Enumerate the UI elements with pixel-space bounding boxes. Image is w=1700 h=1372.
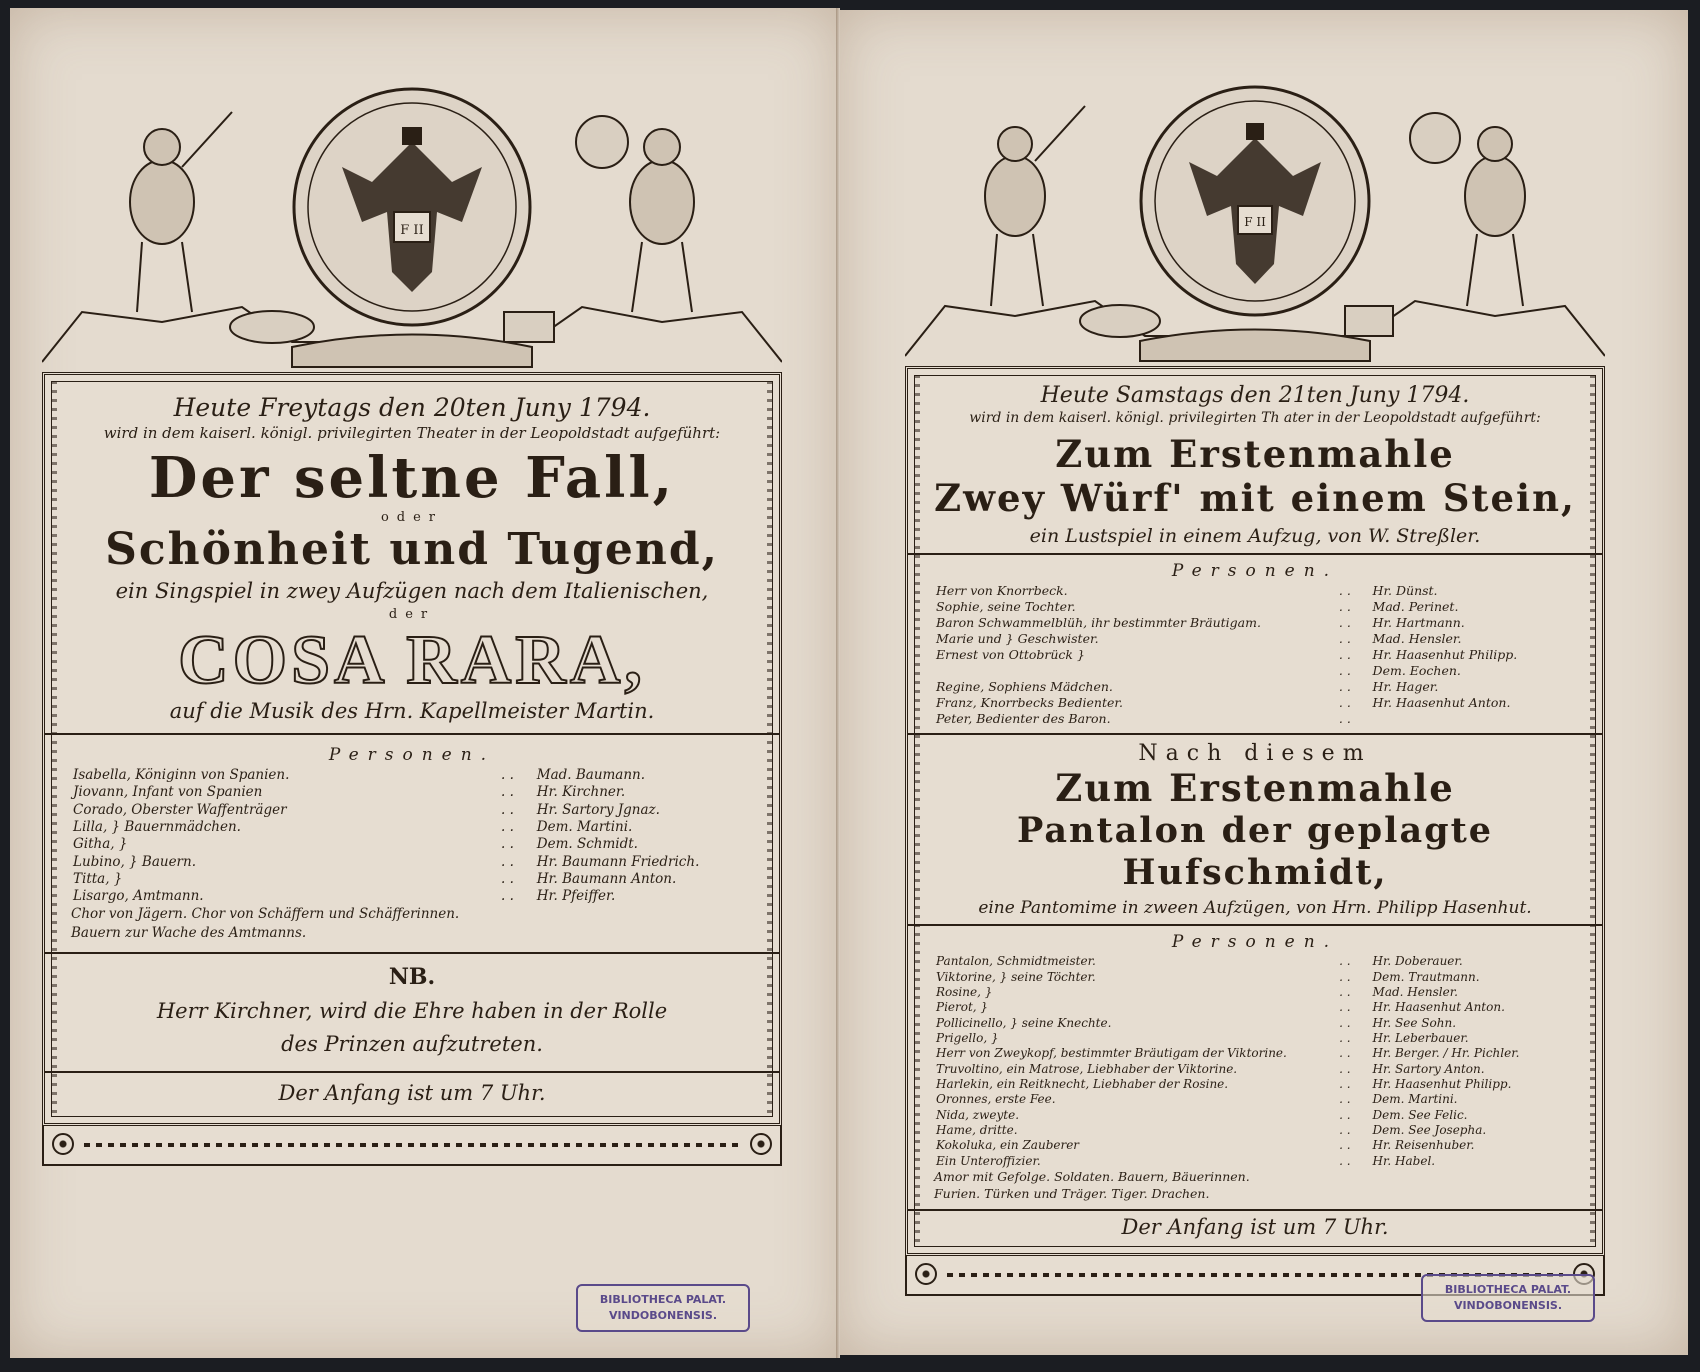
role-name: Titta, } [73, 870, 123, 887]
cast-row [934, 647, 1576, 663]
play-subtitle: Schönheit und Tugend, [105, 523, 719, 575]
role-name: Truvoltino, ein Matrose, Liebhaber der Viktorine. [936, 1061, 1238, 1076]
role-name: Sophie, seine Tochter. [936, 598, 1076, 614]
actor-name: Mad. Hensler. [1372, 984, 1458, 999]
role-name: Franz, Knorrbecks Bedienter. [936, 694, 1123, 710]
cast-row [934, 970, 1576, 985]
actor-name: Hr. Pfeiffer. [536, 888, 616, 905]
right-text-frame [905, 366, 1605, 1256]
role-name: Oronnes, erste Fee. [936, 1092, 1056, 1107]
role-name: Pantalon, Schmidtmeister. [936, 954, 1096, 969]
leader-dots: . . [501, 870, 514, 887]
stamp-line-2: VINDOBONENSIS. [608, 1308, 718, 1322]
cast-row [934, 695, 1576, 711]
leader-dots: . . [1339, 1123, 1351, 1138]
role-name: Baron Schwammelblüh, ihr bestimmter Bräutigam. [936, 614, 1261, 630]
actor-name: Hr. Baumann Friedrich. [536, 853, 700, 870]
chorus-line-1: Amor mit Gefolge. Soldaten. Bauern, Bäuerinnen. [934, 1169, 1250, 1185]
actor-name: Mad. Perinet. [1372, 598, 1459, 614]
cast-row [71, 819, 753, 836]
crest-monogram: F II [400, 223, 424, 238]
leader-dots: . . [1339, 1138, 1351, 1153]
divider [45, 952, 779, 954]
actor-name: Hr. Haasenhut Philipp. [1372, 646, 1518, 662]
genre-line-1: ein Lustspiel in einem Aufzug, von W. Streßler. [1029, 524, 1481, 547]
play-title-2: Pantalon der geplagte Hufschmidt, [1016, 810, 1494, 894]
cast-row [71, 871, 753, 888]
cast-row [71, 888, 753, 905]
role-name: Hame, dritte. [936, 1123, 1018, 1138]
cast-row [934, 985, 1576, 1000]
theatre-line: wird in dem kaiserl. königl. privilegirten Th ater in der Leopoldstadt aufgeführt: [969, 410, 1541, 426]
cast-row [71, 767, 753, 784]
rosette-icon [915, 1263, 937, 1285]
crest-monogram: F II [1244, 215, 1266, 229]
right-playbill [905, 66, 1605, 1296]
role-name: Githa, } [73, 836, 128, 853]
leader-dots: . . [1338, 710, 1351, 726]
play-title-1: Zwey Würf' mit einem Stein, [934, 476, 1576, 521]
start-time: Der Anfang ist um 7 Uhr. [278, 1080, 546, 1105]
library-stamp [576, 1284, 750, 1332]
leader-dots: . . [1339, 1030, 1351, 1045]
leader-dots: . . [501, 784, 514, 801]
leader-dots: . . [1339, 1046, 1351, 1061]
chorus-line-2: Bauern zur Wache des Amtmanns. [71, 924, 307, 941]
actor-name: Mad. Baumann. [536, 767, 646, 784]
leader-dots: . . [1338, 662, 1351, 678]
role-name: Jiovann, Infant von Spanien [73, 784, 263, 801]
engraving-illustration [905, 66, 1605, 366]
cast-row [934, 711, 1576, 727]
actor-name: Dem. See Felic. [1372, 1107, 1468, 1122]
role-name [934, 663, 1319, 679]
role-name: Lisargo, Amtmann. [73, 888, 204, 905]
actor-name: Hr. Reisenhuber. [1372, 1138, 1475, 1153]
actor-name: Hr. Haasenhut Philipp. [1372, 1077, 1512, 1092]
actor-name: Hr. Haasenhut Anton. [1372, 1000, 1505, 1015]
actor-name: Hr. Leberbauer. [1372, 1030, 1469, 1045]
cast-row [934, 1031, 1576, 1046]
cast-row [71, 784, 753, 801]
actor-name: Hr. Berger. / Hr. Pichler. [1372, 1046, 1520, 1061]
actor-name: Hr. See Sohn. [1372, 1015, 1457, 1030]
cast-row [71, 802, 753, 819]
cast-list-1 [934, 583, 1576, 727]
engraving-illustration [42, 72, 782, 372]
cosa-rara-title: COSA RARA, [178, 622, 646, 700]
role-name: Rosine, } [936, 984, 993, 999]
leader-dots: . . [1338, 646, 1351, 662]
leader-dots: . . [501, 836, 514, 853]
cast-row [934, 1000, 1576, 1015]
theatre-line: wird in dem kaiserl. königl. privilegirten Theater in der Leopoldstadt aufgeführt: [103, 424, 721, 442]
nach-diesem: Nach diesem [1138, 740, 1372, 766]
genre-line-2: eine Pantomime in zween Aufzügen, von Hrn. Philipp Hasenhut. [978, 898, 1532, 919]
genre-line: ein Singspiel in zwey Aufzügen nach dem Italienischen, [115, 579, 709, 604]
actor-name: Hr. Baumann Anton. [536, 870, 677, 887]
cast-row [934, 583, 1576, 599]
role-name: Prigello, } [936, 1030, 999, 1045]
nb-text-2: des Prinzen aufzutreten. [281, 1032, 543, 1057]
cast-row [71, 854, 753, 871]
leader-dots: . . [1338, 678, 1351, 694]
leader-dots: . . [1339, 1015, 1351, 1030]
cast-row [934, 679, 1576, 695]
role-name: Lilla, } Bauernmädchen. [73, 818, 241, 835]
role-name: Lubino, } Bauern. [73, 853, 196, 870]
leader-dots: . . [501, 888, 514, 905]
role-name: Ernest von Ottobrück } [936, 646, 1085, 662]
role-name: Pollicinello, } seine Knechte. [936, 1015, 1112, 1030]
cast-row [934, 1108, 1576, 1123]
cast-row [934, 1046, 1576, 1061]
first-performance-2: Zum Erstenmahle [1055, 765, 1455, 810]
actor-name: Mad. Hensler. [1372, 630, 1462, 646]
leader-dots: . . [1338, 614, 1351, 630]
chorus-line-1: Chor von Jägern. Chor von Schäffern und Schäfferinnen. [71, 906, 460, 923]
actor-name: Hr. Doberauer. [1372, 954, 1463, 969]
cast-row [934, 1092, 1576, 1107]
actor-name: Hr. Habel. [1372, 1153, 1436, 1168]
leader-dots: . . [501, 801, 514, 818]
role-name: Viktorine, } seine Töchter. [936, 969, 1096, 984]
cast-row [934, 1062, 1576, 1077]
leader-dots: . . [1339, 969, 1351, 984]
der-word: der [388, 607, 436, 623]
personen-heading-2: Personen. [1171, 932, 1339, 953]
cast-row [934, 1138, 1576, 1153]
role-name: Regine, Sophiens Mädchen. [936, 678, 1113, 694]
nb-heading: NB. [388, 963, 436, 990]
cast-list-2 [934, 954, 1576, 1169]
personen-heading: Personen. [328, 745, 496, 766]
cast-list [71, 767, 753, 905]
rosette-icon [52, 1133, 74, 1155]
oder-word: oder [380, 509, 444, 525]
stamp-line-2: VINDOBONENSIS. [1453, 1298, 1563, 1312]
leader-dots: . . [501, 818, 514, 835]
cast-row [934, 1077, 1576, 1092]
cast-row [934, 615, 1576, 631]
performance-date: Heute Freytags den 20ten Juny 1794. [173, 393, 651, 422]
role-name: Ein Unteroffizier. [936, 1153, 1041, 1168]
leader-dots: . . [501, 853, 514, 870]
role-name: Harlekin, ein Reitknecht, Liebhaber der Rosine. [936, 1077, 1229, 1092]
divider [908, 553, 1602, 555]
left-playbill [42, 72, 782, 1166]
role-name: Herr von Knorrbeck. [936, 582, 1068, 598]
music-credit: auf die Musik des Hrn. Kapellmeister Martin. [169, 699, 655, 724]
actor-name [1371, 711, 1576, 727]
start-time: Der Anfang ist um 7 Uhr. [1121, 1214, 1389, 1239]
stamp-line-1: BIBLIOTHECA PALAT. [1444, 1283, 1572, 1296]
role-name: Peter, Bedienter des Baron. [936, 710, 1111, 726]
cast-row [934, 954, 1576, 969]
actor-name: Hr. Dünst. [1372, 582, 1438, 598]
stamp-line-1: BIBLIOTHECA PALAT. [599, 1293, 727, 1306]
role-name: Pierot, } [936, 1000, 989, 1015]
cast-row [934, 599, 1576, 615]
actor-name: Hr. Hartmann. [1372, 614, 1465, 630]
right-engraved-header [905, 66, 1605, 366]
actor-name: Dem. Martini. [1372, 1092, 1458, 1107]
leader-dots: . . [1338, 582, 1351, 598]
leader-dots: . . [1339, 1153, 1351, 1168]
role-name: Corado, Oberster Waffenträger [73, 801, 287, 818]
leader-dots: . . [1338, 598, 1351, 614]
actor-name: Hr. Sartory Anton. [1372, 1061, 1485, 1076]
role-name: Isabella, Königinn von Spanien. [73, 767, 290, 784]
role-name: Kokoluka, ein Zauberer [936, 1138, 1080, 1153]
leader-dots: . . [1338, 694, 1351, 710]
vine-ornament [84, 1143, 740, 1147]
cast-row [934, 1154, 1576, 1169]
left-engraved-header [42, 72, 782, 372]
role-name: Nida, zweyte. [936, 1107, 1020, 1122]
leader-dots: . . [1339, 1000, 1351, 1015]
actor-name: Hr. Hager. [1372, 678, 1439, 694]
leader-dots: . . [1339, 1092, 1351, 1107]
left-ornament-band [42, 1126, 782, 1166]
play-title: Der seltne Fall, [148, 445, 676, 511]
actor-name: Dem. Trautmann. [1372, 969, 1480, 984]
leader-dots: . . [1339, 1107, 1351, 1122]
divider [908, 924, 1602, 926]
leader-dots: . . [1338, 630, 1351, 646]
leader-dots: . . [1339, 984, 1351, 999]
left-text-frame [42, 372, 782, 1126]
cast-row [934, 663, 1576, 679]
leader-dots: . . [1339, 954, 1351, 969]
actor-name: Dem. See Josepha. [1372, 1123, 1487, 1138]
divider [908, 733, 1602, 735]
chorus-line-2: Furien. Türken und Träger. Tiger. Drachen. [934, 1186, 1210, 1202]
center-fold [836, 8, 840, 1358]
cast-row [934, 1123, 1576, 1138]
performance-date: Heute Samstags den 21ten Juny 1794. [1040, 383, 1470, 408]
actor-name: Hr. Sartory Jgnaz. [536, 801, 660, 818]
leader-dots: . . [1339, 1061, 1351, 1076]
nb-text-1: Herr Kirchner, wird die Ehre haben in der Rolle [156, 998, 668, 1023]
actor-name: Hr. Kirchner. [536, 784, 626, 801]
role-name: Marie und } Geschwister. [936, 630, 1099, 646]
rosette-icon [750, 1133, 772, 1155]
leader-dots: . . [501, 767, 514, 784]
cast-row [71, 836, 753, 853]
leader-dots: . . [1339, 1077, 1351, 1092]
actor-name: Dem. Schmidt. [536, 836, 638, 853]
role-name: Herr von Zweykopf, bestimmter Bräutigam der Viktorine. [936, 1046, 1287, 1061]
library-stamp [1421, 1274, 1595, 1322]
actor-name: Hr. Haasenhut Anton. [1372, 694, 1511, 710]
actor-name: Dem. Martini. [536, 818, 633, 835]
personen-heading-1: Personen. [1171, 560, 1339, 581]
actor-name: Dem. Eochen. [1372, 662, 1461, 678]
divider [45, 733, 779, 735]
first-performance-1: Zum Erstenmahle [1055, 432, 1455, 476]
cast-row [934, 631, 1576, 647]
cast-row [934, 1016, 1576, 1031]
